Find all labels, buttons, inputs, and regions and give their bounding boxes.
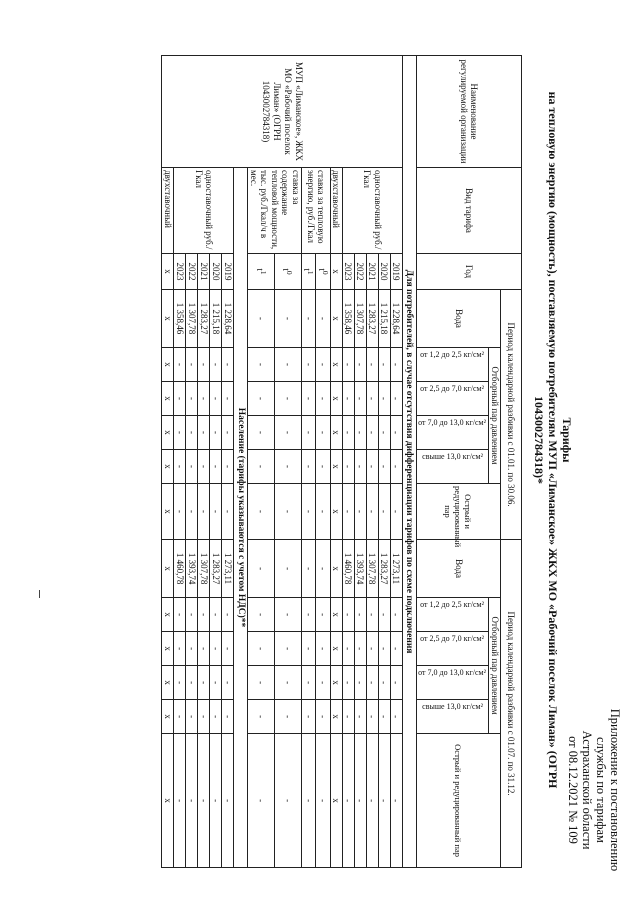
- col-header-p1-b: [416, 598, 489, 632]
- col-header-p2-a: [416, 382, 489, 416]
- dash-cell: -: [301, 666, 316, 700]
- year-cell: 2022: [354, 254, 366, 290]
- dash-cell: -: [354, 632, 366, 666]
- dash-cell: -: [378, 700, 390, 734]
- dash-cell: -: [316, 290, 331, 348]
- dash-cell: -: [198, 598, 210, 632]
- cross-cell: х: [162, 666, 174, 700]
- water-value-p2: 1 307,78: [366, 540, 378, 598]
- dash-cell: -: [210, 382, 222, 416]
- dash-cell: -: [222, 598, 234, 632]
- dash-cell: -: [316, 598, 331, 632]
- dash-cell: -: [342, 348, 354, 382]
- dash-cell: -: [301, 290, 316, 348]
- dash-cell: -: [316, 734, 331, 868]
- col-header-year: Год: [416, 254, 521, 290]
- dash-cell: -: [248, 290, 275, 348]
- dash-cell: -: [198, 734, 210, 868]
- water-value-p1: 1 307,78: [186, 290, 198, 348]
- dash-cell: -: [186, 734, 198, 868]
- dash-cell: -: [342, 484, 354, 540]
- col-header-tariff-type: Вид тарифа: [416, 168, 521, 254]
- dash-cell: -: [354, 450, 366, 484]
- dash-cell: -: [366, 450, 378, 484]
- dash-cell: -: [248, 416, 275, 450]
- dash-cell: -: [274, 666, 301, 700]
- cross-cell: х: [162, 290, 174, 348]
- col-header-org: Наименование регулируемой организации: [416, 56, 521, 168]
- scan-mark: [39, 590, 40, 598]
- dash-cell: -: [186, 700, 198, 734]
- water-value-p2: 1 460,78: [174, 540, 186, 598]
- dash-cell: -: [174, 348, 186, 382]
- col-header-sharp-steam-1: Острый и редуцированный пар: [416, 484, 500, 540]
- table-row: [330, 56, 342, 868]
- cross-cell: х: [162, 450, 174, 484]
- dash-cell: -: [274, 734, 301, 868]
- water-value-p2: 1 273,11: [390, 540, 402, 598]
- p1-b-label: от 1,2 до 2,5 кг/см²: [420, 600, 485, 610]
- col-header-p3-a: [416, 416, 489, 450]
- cross-cell: х: [162, 382, 174, 416]
- col-header-water-1: Вода: [416, 290, 500, 348]
- water-value-p2: 1 460,78: [342, 540, 354, 598]
- dash-cell: -: [390, 666, 402, 700]
- dash-cell: -: [222, 700, 234, 734]
- dash-cell: -: [248, 382, 275, 416]
- dash-cell: -: [274, 540, 301, 598]
- approval-line-1: Приложение к постановлению: [608, 708, 622, 872]
- dash-cell: -: [186, 348, 198, 382]
- year-cell: [274, 254, 301, 290]
- dash-cell: -: [366, 632, 378, 666]
- dash-cell: -: [198, 416, 210, 450]
- dash-cell: -: [378, 598, 390, 632]
- dash-cell: -: [316, 416, 331, 450]
- year-cell: х: [330, 254, 342, 290]
- year-cell: 2023: [174, 254, 186, 290]
- dash-cell: -: [301, 416, 316, 450]
- dash-cell: -: [378, 382, 390, 416]
- dash-cell: -: [301, 450, 316, 484]
- dash-cell: -: [390, 450, 402, 484]
- dash-cell: -: [274, 290, 301, 348]
- water-value-p1: 1 215,18: [378, 290, 390, 348]
- dash-cell: -: [390, 382, 402, 416]
- cross-cell: х: [330, 290, 342, 348]
- dash-cell: -: [210, 450, 222, 484]
- rate-type-single: одноставочный руб./Гкал: [342, 168, 402, 254]
- year-cell: 2023: [342, 254, 354, 290]
- p2-b-label: от 2,5 до 7,0 кг/см²: [420, 634, 485, 644]
- dash-cell: -: [222, 450, 234, 484]
- tariff-table-body: [162, 56, 417, 868]
- dash-cell: -: [248, 734, 275, 868]
- dash-cell: -: [390, 700, 402, 734]
- title-line-1: Тарифы: [560, 417, 574, 463]
- dash-cell: -: [354, 484, 366, 540]
- dash-cell: -: [378, 484, 390, 540]
- col-header-steam-2: Отборный пар давлением: [489, 598, 501, 734]
- col-header-steam-1: Отборный пар давлением: [489, 348, 501, 484]
- section-1-title: Для потребителей, в случае отсутствия дифференциации тарифов по схеме подключения: [402, 56, 416, 868]
- table-row: [274, 56, 301, 868]
- dash-cell: -: [174, 484, 186, 540]
- dash-cell: -: [186, 632, 198, 666]
- dash-cell: -: [186, 416, 198, 450]
- t-index: 0: [320, 270, 330, 275]
- approval-note: [566, 695, 622, 885]
- dash-cell: -: [174, 382, 186, 416]
- water-value-p1: 1 283,27: [198, 290, 210, 348]
- dash-cell: -: [222, 734, 234, 868]
- water-value-p1: 1 215,18: [210, 290, 222, 348]
- dash-cell: -: [301, 734, 316, 868]
- cross-cell: х: [330, 348, 342, 382]
- dash-cell: -: [210, 348, 222, 382]
- dash-cell: -: [210, 484, 222, 540]
- dash-cell: -: [316, 666, 331, 700]
- dash-cell: -: [198, 450, 210, 484]
- dash-cell: -: [342, 666, 354, 700]
- dash-cell: -: [274, 382, 301, 416]
- dash-cell: -: [342, 450, 354, 484]
- cross-cell: х: [330, 450, 342, 484]
- dash-cell: -: [342, 734, 354, 868]
- table-row: [222, 56, 234, 868]
- dash-cell: -: [366, 484, 378, 540]
- p3-b-label: от 7,0 до 13,0 кг/см²: [418, 668, 487, 678]
- document-title: [532, 60, 574, 820]
- col-header-p2-b: [416, 632, 489, 666]
- dash-cell: -: [210, 416, 222, 450]
- dash-cell: -: [174, 416, 186, 450]
- col-header-sharp-steam-2: Острый и редуцированный пар: [416, 734, 500, 868]
- dash-cell: -: [210, 700, 222, 734]
- col-header-period-2: Период календарной разбивки с 01.07. по 31.12.: [501, 540, 522, 868]
- dash-cell: -: [354, 382, 366, 416]
- dash-cell: -: [174, 598, 186, 632]
- t-symbol: t: [281, 268, 292, 271]
- dash-cell: -: [354, 598, 366, 632]
- dash-cell: -: [301, 598, 316, 632]
- approval-line-2: службы по тарифам: [594, 737, 608, 843]
- dash-cell: -: [354, 734, 366, 868]
- dash-cell: -: [274, 484, 301, 540]
- cross-cell: х: [330, 382, 342, 416]
- dash-cell: -: [390, 348, 402, 382]
- dash-cell: -: [222, 382, 234, 416]
- t-index: 1: [258, 270, 268, 275]
- cross-cell: х: [330, 666, 342, 700]
- year-cell: 2020: [210, 254, 222, 290]
- cross-cell: х: [330, 734, 342, 868]
- dash-cell: -: [210, 734, 222, 868]
- dash-cell: -: [378, 416, 390, 450]
- dash-cell: -: [366, 700, 378, 734]
- dash-cell: -: [186, 450, 198, 484]
- water-value-p2: 1 307,78: [198, 540, 210, 598]
- water-value-p2: 1 283,27: [378, 540, 390, 598]
- dash-cell: -: [198, 382, 210, 416]
- dash-cell: -: [342, 632, 354, 666]
- col-header-p3-b: [416, 666, 489, 700]
- dash-cell: -: [301, 540, 316, 598]
- dash-cell: -: [390, 484, 402, 540]
- dash-cell: -: [186, 382, 198, 416]
- dash-cell: -: [198, 484, 210, 540]
- water-value-p1: 1 228,64: [222, 290, 234, 348]
- dash-cell: -: [222, 416, 234, 450]
- dash-cell: -: [248, 598, 275, 632]
- dash-cell: -: [174, 450, 186, 484]
- p3-a-label: от 7,0 до 13,0 кг/см²: [418, 418, 487, 427]
- dash-cell: -: [248, 348, 275, 382]
- p4-b-label: свыше 13,0 кг/см²: [422, 702, 483, 712]
- cross-cell: х: [162, 484, 174, 540]
- dash-cell: -: [316, 540, 331, 598]
- col-header-p1-a: [416, 348, 489, 382]
- dash-cell: -: [316, 632, 331, 666]
- dash-cell: -: [342, 382, 354, 416]
- dash-cell: -: [248, 484, 275, 540]
- water-value-p2: 1 273,11: [222, 540, 234, 598]
- dash-cell: -: [198, 666, 210, 700]
- cross-cell: х: [162, 734, 174, 868]
- water-value-p1: 1 358,46: [174, 290, 186, 348]
- dash-cell: -: [210, 632, 222, 666]
- dash-cell: -: [274, 598, 301, 632]
- t-index: 0: [285, 270, 295, 275]
- approval-line-4: от 08.12.2021 № 109: [566, 736, 580, 844]
- dash-cell: -: [316, 450, 331, 484]
- rate-type-sub: ставка за содержание тепловой мощности, тыс. руб./Гкал/ч в мес.: [248, 168, 302, 254]
- year-cell: [301, 254, 316, 290]
- dash-cell: -: [378, 734, 390, 868]
- dash-cell: -: [342, 700, 354, 734]
- approval-line-3: Астраханской области: [580, 730, 594, 850]
- dash-cell: -: [301, 382, 316, 416]
- year-cell: 2019: [222, 254, 234, 290]
- t-symbol: t: [316, 268, 327, 271]
- dash-cell: -: [210, 666, 222, 700]
- dash-cell: -: [301, 700, 316, 734]
- dash-cell: -: [354, 666, 366, 700]
- dash-cell: -: [248, 666, 275, 700]
- dash-cell: -: [248, 540, 275, 598]
- col-header-p4-a: [416, 450, 489, 484]
- org-name-cell: МУП «Лиманское», ЖКХ МО «Рабочий поселок Лиман» (ОГРН 1043002784318): [162, 56, 403, 168]
- dash-cell: -: [366, 416, 378, 450]
- dash-cell: -: [248, 700, 275, 734]
- dash-cell: -: [222, 666, 234, 700]
- year-cell: 2020: [378, 254, 390, 290]
- dash-cell: -: [366, 666, 378, 700]
- rate-type-single-pop: одноставочный руб./Гкал: [174, 168, 234, 254]
- dash-cell: -: [301, 632, 316, 666]
- t-symbol: t: [254, 268, 265, 271]
- cross-cell: х: [162, 700, 174, 734]
- rate-type-double: двухставочный: [330, 168, 342, 254]
- dash-cell: -: [186, 598, 198, 632]
- dash-cell: -: [174, 734, 186, 868]
- year-cell: 2019: [390, 254, 402, 290]
- dash-cell: -: [174, 666, 186, 700]
- dash-cell: -: [186, 484, 198, 540]
- year-cell: 2021: [366, 254, 378, 290]
- cross-cell: х: [162, 540, 174, 598]
- dash-cell: -: [366, 598, 378, 632]
- rate-type-sub: ставка за тепловую энергию, руб./Гкал: [301, 168, 330, 254]
- dash-cell: -: [316, 382, 331, 416]
- dash-cell: -: [354, 416, 366, 450]
- dash-cell: -: [378, 450, 390, 484]
- dash-cell: -: [316, 484, 331, 540]
- dash-cell: -: [248, 632, 275, 666]
- year-cell: 2022: [186, 254, 198, 290]
- tariff-table-wrapper: [161, 55, 522, 867]
- dash-cell: -: [301, 348, 316, 382]
- dash-cell: -: [316, 348, 331, 382]
- dash-cell: -: [174, 700, 186, 734]
- cross-cell: х: [162, 416, 174, 450]
- col-header-water-2: Вода: [416, 540, 500, 598]
- dash-cell: -: [390, 416, 402, 450]
- dash-cell: -: [316, 700, 331, 734]
- dash-cell: -: [342, 416, 354, 450]
- cross-cell: х: [330, 598, 342, 632]
- dash-cell: -: [274, 450, 301, 484]
- t-symbol: t: [302, 268, 313, 271]
- water-value-p2: 1 283,27: [210, 540, 222, 598]
- dash-cell: -: [342, 598, 354, 632]
- cross-cell: х: [330, 416, 342, 450]
- t-index: 1: [306, 270, 316, 275]
- dash-cell: -: [186, 666, 198, 700]
- dash-cell: -: [222, 632, 234, 666]
- dash-cell: -: [198, 700, 210, 734]
- dash-cell: -: [354, 700, 366, 734]
- p1-a-label: от 1,2 до 2,5 кг/см²: [420, 350, 485, 359]
- col-header-period-1: Период календарной разбивки с 01.01. по 30.06.: [501, 290, 522, 540]
- dash-cell: -: [366, 734, 378, 868]
- cross-cell: х: [330, 700, 342, 734]
- section-2-title: Население (тарифы указываются с учетом НДС)**: [234, 168, 248, 868]
- water-value-p2: 1 393,74: [354, 540, 366, 598]
- cross-cell: х: [162, 632, 174, 666]
- dash-cell: -: [222, 484, 234, 540]
- p4-a-label: свыше 13,0 кг/см²: [422, 452, 483, 461]
- dash-cell: -: [248, 450, 275, 484]
- p2-a-label: от 2,5 до 7,0 кг/см²: [420, 384, 485, 393]
- year-cell: 2021: [198, 254, 210, 290]
- col-header-p4-b: [416, 700, 489, 734]
- dash-cell: -: [274, 416, 301, 450]
- dash-cell: -: [274, 700, 301, 734]
- year-cell: [316, 254, 331, 290]
- dash-cell: -: [354, 348, 366, 382]
- dash-cell: -: [366, 382, 378, 416]
- dash-cell: -: [222, 348, 234, 382]
- dash-cell: -: [390, 632, 402, 666]
- water-value-p1: 1 358,46: [342, 290, 354, 348]
- cross-cell: х: [162, 348, 174, 382]
- water-value-p1: 1 228,64: [390, 290, 402, 348]
- dash-cell: -: [390, 734, 402, 868]
- cross-cell: х: [330, 484, 342, 540]
- dash-cell: -: [198, 632, 210, 666]
- cross-cell: х: [330, 540, 342, 598]
- tariff-table: [161, 55, 522, 868]
- table-row: [390, 56, 402, 868]
- title-line-2: на тепловую энергию (мощность), поставляемую потребителям МУП «Лиманское» ЖКХ МО «Рабочий поселок Лиман» (ОГРН 1043002784318)*: [532, 91, 560, 789]
- year-cell: [248, 254, 275, 290]
- dash-cell: -: [274, 632, 301, 666]
- dash-cell: -: [366, 348, 378, 382]
- water-value-p1: 1 283,27: [366, 290, 378, 348]
- dash-cell: -: [210, 598, 222, 632]
- water-value-p2: 1 393,74: [186, 540, 198, 598]
- dash-cell: -: [274, 348, 301, 382]
- cross-cell: х: [162, 598, 174, 632]
- dash-cell: -: [198, 348, 210, 382]
- dash-cell: -: [378, 348, 390, 382]
- table-row: [162, 56, 174, 868]
- table-row: [316, 56, 331, 868]
- dash-cell: -: [378, 632, 390, 666]
- dash-cell: -: [378, 666, 390, 700]
- year-cell: х: [162, 254, 174, 290]
- dash-cell: -: [390, 598, 402, 632]
- rate-type-double: двухставочный: [162, 168, 174, 254]
- dash-cell: -: [301, 484, 316, 540]
- dash-cell: -: [174, 632, 186, 666]
- water-value-p1: 1 307,78: [354, 290, 366, 348]
- cross-cell: х: [330, 632, 342, 666]
